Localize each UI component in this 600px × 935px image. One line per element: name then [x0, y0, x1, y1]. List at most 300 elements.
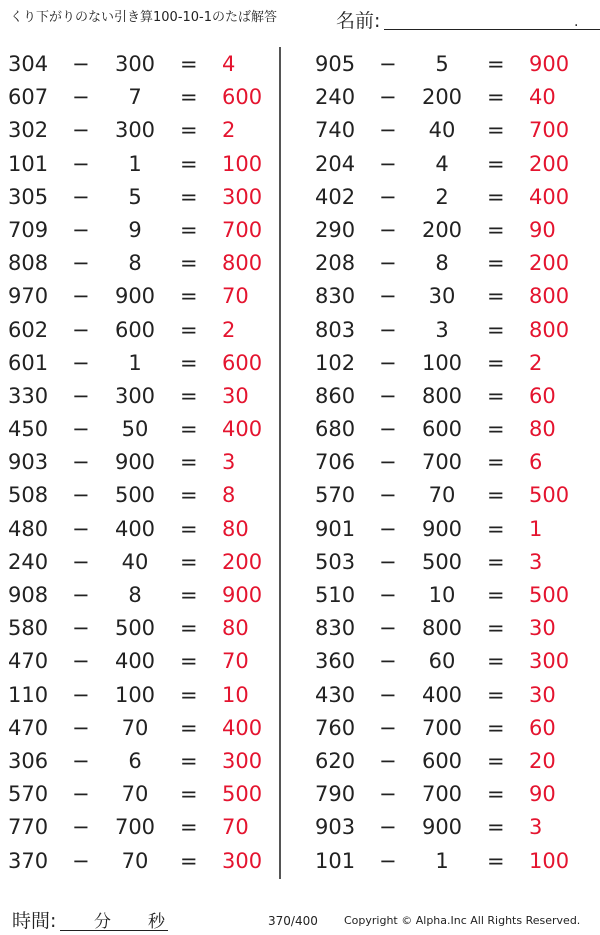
- equals-sign: =: [180, 151, 198, 176]
- minus-sign: −: [72, 151, 90, 176]
- minuend: 709: [8, 217, 49, 242]
- equals-sign: =: [180, 251, 198, 276]
- subtrahend: 7: [128, 85, 142, 110]
- subtrahend: 5: [128, 184, 142, 209]
- answer: 700: [222, 217, 263, 242]
- subtrahend: 50: [121, 417, 149, 442]
- subtrahend: 200: [421, 85, 463, 110]
- equals-sign: =: [180, 815, 198, 840]
- minuend: 110: [8, 682, 49, 707]
- answer: 400: [222, 417, 263, 442]
- name-label: 名前:: [336, 10, 381, 32]
- time-label: 時間:: [12, 910, 57, 932]
- minus-sign: −: [72, 483, 90, 508]
- subtrahend: 100: [114, 682, 156, 707]
- right-problem-column: [307, 48, 587, 878]
- minus-sign: −: [379, 782, 397, 807]
- answer: 600: [222, 85, 263, 110]
- problem-row: [307, 413, 587, 446]
- equals-sign: =: [487, 184, 505, 209]
- answer: 4: [222, 52, 236, 76]
- subtrahend: 300: [114, 118, 156, 143]
- equals-sign: =: [487, 715, 505, 740]
- answer: 70: [222, 815, 249, 840]
- minus-sign: −: [379, 583, 397, 607]
- minuend: 304: [8, 52, 49, 76]
- equals-sign: =: [487, 450, 505, 475]
- answer: 800: [529, 284, 570, 309]
- minus-sign: −: [72, 649, 90, 674]
- minus-sign: −: [379, 251, 397, 276]
- problem-row: [0, 280, 280, 313]
- equals-sign: =: [487, 217, 505, 242]
- subtrahend: 8: [435, 251, 449, 276]
- answer: 300: [222, 748, 263, 773]
- minuend: 803: [315, 317, 356, 342]
- minus-sign: −: [72, 715, 90, 740]
- minuend: 790: [315, 782, 356, 807]
- minuend: 830: [315, 616, 356, 641]
- problem-row: [307, 247, 587, 280]
- problem-row: [0, 645, 280, 678]
- minus-sign: −: [72, 549, 90, 574]
- equals-sign: =: [180, 583, 198, 607]
- answer: 400: [529, 184, 570, 209]
- answer: 300: [222, 184, 263, 209]
- problem-row: [307, 114, 587, 147]
- answer: 40: [529, 85, 556, 110]
- subtrahend: 500: [114, 616, 156, 641]
- answer: 60: [529, 383, 556, 408]
- minuend: 570: [8, 782, 49, 807]
- equals-sign: =: [487, 483, 505, 508]
- minus-sign: −: [72, 516, 90, 541]
- answer: 100: [529, 848, 570, 873]
- minuend: 102: [315, 350, 356, 375]
- subtrahend: 40: [121, 549, 149, 574]
- minuend: 370: [8, 848, 49, 873]
- equals-sign: =: [487, 284, 505, 309]
- problem-row: [0, 114, 280, 147]
- answer: 800: [222, 251, 263, 276]
- minus-sign: −: [379, 748, 397, 773]
- minuend: 706: [315, 450, 356, 475]
- equals-sign: =: [180, 616, 198, 641]
- minus-sign: −: [72, 417, 90, 442]
- problem-row: [307, 546, 587, 579]
- equals-sign: =: [487, 85, 505, 110]
- answer: 80: [529, 417, 556, 442]
- problem-row: [307, 845, 587, 878]
- answer: 30: [529, 616, 556, 641]
- equals-sign: =: [180, 483, 198, 508]
- problem-row: [307, 380, 587, 413]
- minuend: 970: [8, 284, 49, 309]
- subtrahend: 70: [428, 483, 456, 508]
- answer: 200: [529, 251, 570, 276]
- minus-sign: −: [379, 417, 397, 442]
- minus-sign: −: [379, 616, 397, 641]
- subtrahend: 200: [421, 217, 463, 242]
- problem-row: [0, 479, 280, 512]
- equals-sign: =: [180, 450, 198, 475]
- answer: 700: [529, 118, 570, 143]
- page-number: 370/400: [268, 914, 318, 928]
- subtrahend: 40: [428, 118, 456, 143]
- minuend: 208: [315, 251, 356, 276]
- problem-row: [0, 778, 280, 811]
- problem-row: [307, 811, 587, 844]
- subtrahend: 70: [121, 782, 149, 807]
- answer: 300: [529, 649, 570, 674]
- minus-sign: −: [379, 815, 397, 840]
- minus-sign: −: [72, 682, 90, 707]
- minus-sign: −: [379, 549, 397, 574]
- subtrahend: 70: [121, 848, 149, 873]
- minuend: 508: [8, 483, 49, 508]
- equals-sign: =: [180, 118, 198, 143]
- subtrahend: 700: [421, 715, 463, 740]
- problem-row: [307, 612, 587, 645]
- minuend: 204: [315, 151, 356, 176]
- subtrahend: 800: [421, 383, 463, 408]
- minus-sign: −: [72, 184, 90, 209]
- subtrahend: 2: [435, 184, 449, 209]
- subtrahend: 8: [128, 583, 142, 607]
- problem-row: [307, 479, 587, 512]
- subtrahend: 1: [128, 350, 142, 375]
- problem-row: [0, 247, 280, 280]
- minuend: 305: [8, 184, 49, 209]
- column-divider: [279, 47, 281, 879]
- minus-sign: −: [72, 317, 90, 342]
- minus-sign: −: [379, 184, 397, 209]
- minus-sign: −: [72, 217, 90, 242]
- answer: 900: [222, 583, 263, 607]
- equals-sign: =: [180, 284, 198, 309]
- minuend: 240: [8, 549, 49, 574]
- minus-sign: −: [72, 52, 90, 76]
- equals-sign: =: [180, 748, 198, 773]
- minuend: 601: [8, 350, 49, 375]
- minuend: 680: [315, 417, 356, 442]
- seconds-label: 秒: [148, 912, 165, 932]
- subtrahend: 700: [114, 815, 156, 840]
- subtrahend: 900: [114, 284, 156, 309]
- problem-row: [307, 314, 587, 347]
- minus-sign: −: [379, 483, 397, 508]
- subtrahend: 700: [421, 450, 463, 475]
- problem-row: [307, 645, 587, 678]
- subtrahend: 700: [421, 782, 463, 807]
- equals-sign: =: [487, 251, 505, 276]
- equals-sign: =: [487, 815, 505, 840]
- minuend: 570: [315, 483, 356, 508]
- problem-row: [307, 280, 587, 313]
- minutes-label: 分: [94, 912, 111, 932]
- answer: 80: [222, 616, 249, 641]
- problem-row: [0, 314, 280, 347]
- subtrahend: 300: [114, 52, 156, 76]
- left-problem-column: [0, 48, 280, 878]
- problem-row: [0, 148, 280, 181]
- answer: 70: [222, 649, 249, 674]
- minus-sign: −: [379, 350, 397, 375]
- subtrahend: 900: [114, 450, 156, 475]
- problem-row: [307, 446, 587, 479]
- problem-row: [0, 546, 280, 579]
- answer: 30: [222, 383, 249, 408]
- minus-sign: −: [72, 251, 90, 276]
- minuend: 770: [8, 815, 49, 840]
- minus-sign: −: [72, 616, 90, 641]
- answer: 2: [529, 350, 543, 375]
- minus-sign: −: [72, 450, 90, 475]
- minuend: 240: [315, 85, 356, 110]
- equals-sign: =: [180, 317, 198, 342]
- subtrahend: 400: [114, 649, 156, 674]
- minuend: 430: [315, 682, 356, 707]
- minus-sign: −: [72, 350, 90, 375]
- copyright-notice: Copyright © Alpha.Inc All Rights Reserved.: [344, 914, 581, 927]
- subtrahend: 100: [421, 350, 463, 375]
- problem-row: [307, 81, 587, 114]
- answer: 200: [222, 549, 263, 574]
- problem-row: [307, 513, 587, 546]
- answer: 500: [529, 583, 570, 607]
- answer: 2: [222, 118, 236, 143]
- subtrahend: 500: [421, 549, 463, 574]
- problem-row: [0, 679, 280, 712]
- answer: 60: [529, 715, 556, 740]
- minuend: 908: [8, 583, 49, 607]
- equals-sign: =: [487, 549, 505, 574]
- minus-sign: −: [72, 85, 90, 110]
- equals-sign: =: [487, 516, 505, 541]
- minuend: 402: [315, 184, 356, 209]
- subtrahend: 60: [428, 649, 456, 674]
- subtrahend: 70: [121, 715, 149, 740]
- minus-sign: −: [72, 748, 90, 773]
- answer: 1: [529, 516, 543, 541]
- minus-sign: −: [379, 52, 397, 76]
- answer: 500: [222, 782, 263, 807]
- equals-sign: =: [487, 151, 505, 176]
- equals-sign: =: [487, 848, 505, 873]
- equals-sign: =: [487, 350, 505, 375]
- equals-sign: =: [180, 383, 198, 408]
- answer: 600: [222, 350, 263, 375]
- answer: 70: [222, 284, 249, 309]
- minus-sign: −: [72, 815, 90, 840]
- subtrahend: 600: [114, 317, 156, 342]
- minuend: 830: [315, 284, 356, 309]
- answer: 3: [529, 815, 543, 840]
- name-dot: .: [574, 14, 579, 30]
- minuend: 580: [8, 616, 49, 641]
- problem-row: [0, 380, 280, 413]
- equals-sign: =: [487, 682, 505, 707]
- equals-sign: =: [180, 848, 198, 873]
- answer: 20: [529, 748, 556, 773]
- name-field: [336, 6, 586, 32]
- equals-sign: =: [487, 52, 505, 76]
- problem-row: [0, 214, 280, 247]
- minuend: 905: [315, 52, 356, 76]
- minus-sign: −: [379, 317, 397, 342]
- minus-sign: −: [379, 383, 397, 408]
- problem-row: [0, 48, 280, 81]
- equals-sign: =: [180, 217, 198, 242]
- problem-row: [307, 48, 587, 81]
- problem-row: [0, 845, 280, 878]
- subtrahend: 3: [435, 317, 449, 342]
- answer: 6: [529, 450, 543, 475]
- answer: 8: [222, 483, 236, 508]
- answer: 90: [529, 782, 556, 807]
- minuend: 602: [8, 317, 49, 342]
- problem-row: [0, 181, 280, 214]
- equals-sign: =: [487, 782, 505, 807]
- minus-sign: −: [379, 715, 397, 740]
- answer: 800: [529, 317, 570, 342]
- minus-sign: −: [379, 516, 397, 541]
- problem-row: [307, 214, 587, 247]
- equals-sign: =: [487, 383, 505, 408]
- minuend: 740: [315, 118, 356, 143]
- minuend: 101: [315, 848, 356, 873]
- answer: 400: [222, 715, 263, 740]
- answer: 2: [222, 317, 236, 342]
- subtrahend: 400: [421, 682, 463, 707]
- equals-sign: =: [487, 649, 505, 674]
- minus-sign: −: [72, 118, 90, 143]
- problem-row: [307, 778, 587, 811]
- subtrahend: 10: [428, 583, 456, 607]
- problem-row: [307, 679, 587, 712]
- minuend: 470: [8, 649, 49, 674]
- minuend: 607: [8, 85, 49, 110]
- problem-row: [0, 81, 280, 114]
- subtrahend: 1: [435, 848, 449, 873]
- problem-row: [307, 712, 587, 745]
- equals-sign: =: [487, 417, 505, 442]
- problem-row: [0, 413, 280, 446]
- problem-row: [0, 579, 280, 612]
- equals-sign: =: [180, 85, 198, 110]
- minuend: 101: [8, 151, 49, 176]
- answer: 3: [222, 450, 236, 475]
- subtrahend: 800: [421, 616, 463, 641]
- minus-sign: −: [379, 450, 397, 475]
- equals-sign: =: [180, 350, 198, 375]
- equals-sign: =: [180, 715, 198, 740]
- minuend: 290: [315, 217, 356, 242]
- minuend: 306: [8, 748, 49, 773]
- minuend: 480: [8, 516, 49, 541]
- minus-sign: −: [379, 682, 397, 707]
- subtrahend: 6: [128, 748, 142, 773]
- answer: 3: [529, 549, 543, 574]
- equals-sign: =: [180, 549, 198, 574]
- minus-sign: −: [72, 848, 90, 873]
- subtrahend: 300: [114, 383, 156, 408]
- problem-row: [0, 347, 280, 380]
- problem-row: [0, 712, 280, 745]
- subtrahend: 30: [428, 284, 456, 309]
- minuend: 510: [315, 583, 356, 607]
- minus-sign: −: [72, 284, 90, 309]
- equals-sign: =: [180, 782, 198, 807]
- minuend: 760: [315, 715, 356, 740]
- problem-row: [307, 347, 587, 380]
- minuend: 901: [315, 516, 356, 541]
- subtrahend: 9: [128, 217, 142, 242]
- answer: 90: [529, 217, 556, 242]
- answer: 100: [222, 151, 263, 176]
- minuend: 330: [8, 383, 49, 408]
- equals-sign: =: [180, 516, 198, 541]
- minus-sign: −: [379, 217, 397, 242]
- subtrahend: 500: [114, 483, 156, 508]
- equals-sign: =: [487, 118, 505, 143]
- answer: 80: [222, 516, 249, 541]
- answer: 10: [222, 682, 249, 707]
- subtrahend: 1: [128, 151, 142, 176]
- problem-row: [307, 745, 587, 778]
- equals-sign: =: [487, 583, 505, 607]
- problem-row: [0, 446, 280, 479]
- answer: 30: [529, 682, 556, 707]
- problem-row: [0, 745, 280, 778]
- problem-row: [307, 148, 587, 181]
- minuend: 860: [315, 383, 356, 408]
- subtrahend: 600: [421, 748, 463, 773]
- minus-sign: −: [72, 782, 90, 807]
- worksheet-title: くり下がりのない引き算100-10-1のたば解答: [10, 10, 278, 25]
- minus-sign: −: [379, 151, 397, 176]
- minus-sign: −: [379, 649, 397, 674]
- subtrahend: 4: [435, 151, 449, 176]
- minus-sign: −: [379, 284, 397, 309]
- answer: 500: [529, 483, 570, 508]
- equals-sign: =: [487, 616, 505, 641]
- minuend: 470: [8, 715, 49, 740]
- answer: 900: [529, 52, 570, 76]
- subtrahend: 900: [421, 815, 463, 840]
- equals-sign: =: [180, 649, 198, 674]
- minuend: 808: [8, 251, 49, 276]
- minuend: 450: [8, 417, 49, 442]
- minuend: 503: [315, 549, 356, 574]
- equals-sign: =: [180, 682, 198, 707]
- minus-sign: −: [72, 383, 90, 408]
- subtrahend: 600: [421, 417, 463, 442]
- answer: 200: [529, 151, 570, 176]
- subtrahend: 900: [421, 516, 463, 541]
- equals-sign: =: [487, 317, 505, 342]
- minuend: 620: [315, 748, 356, 773]
- name-underline: [384, 29, 600, 30]
- problem-row: [0, 811, 280, 844]
- subtrahend: 5: [435, 52, 449, 76]
- equals-sign: =: [180, 52, 198, 76]
- problem-row: [307, 181, 587, 214]
- minuend: 360: [315, 649, 356, 674]
- minus-sign: −: [379, 848, 397, 873]
- subtrahend: 8: [128, 251, 142, 276]
- equals-sign: =: [180, 184, 198, 209]
